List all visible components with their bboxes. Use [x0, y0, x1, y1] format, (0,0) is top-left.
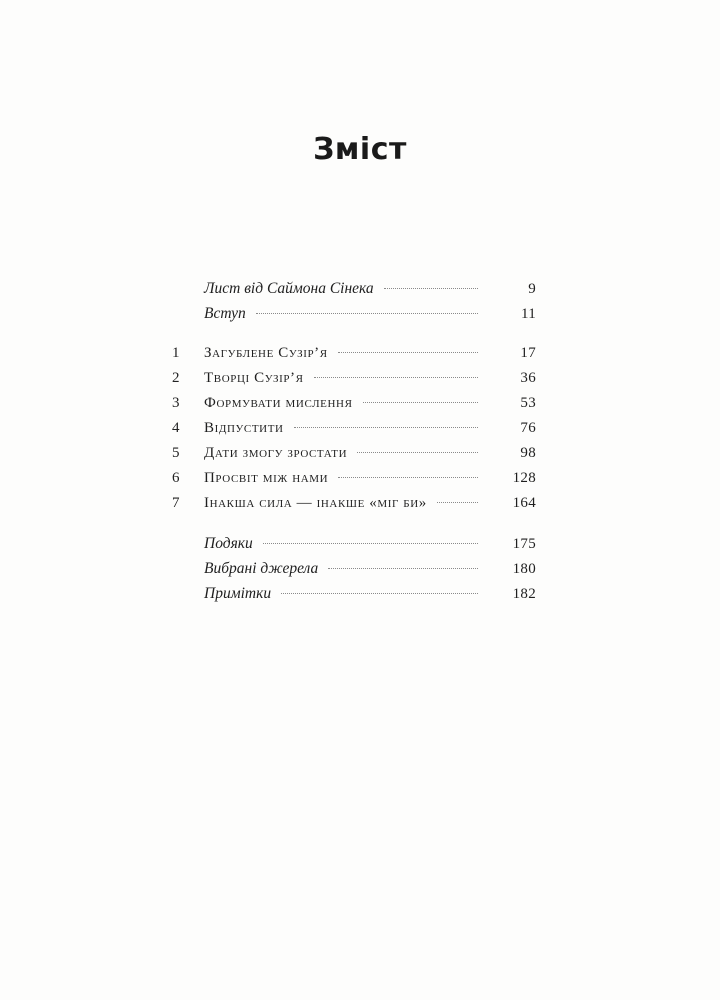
toc-page-number: 98	[520, 445, 536, 461]
chapter-number: 5	[172, 445, 180, 461]
chapter-number: 7	[172, 495, 180, 511]
toc-page-number: 36	[520, 370, 536, 386]
toc-entry-front-1[interactable]	[172, 276, 536, 301]
dot-leader	[256, 312, 478, 314]
toc-entry-label: Примітки	[204, 585, 272, 602]
toc-page-number: 76	[520, 420, 536, 436]
chapter-number: 4	[172, 420, 180, 436]
toc-page-number: 53	[520, 395, 536, 411]
chapter-title: Інакша сила — інакше «міг би»	[204, 495, 427, 511]
chapter-title: Просвіт між нами	[204, 470, 329, 486]
toc-page-number: 182	[512, 586, 536, 602]
toc-chapter-2[interactable]	[172, 366, 536, 391]
toc-page-number: 9	[528, 281, 536, 297]
toc-entry-label: Вступ	[204, 305, 246, 322]
page-title: Зміст	[313, 132, 407, 167]
chapter-number: 3	[172, 395, 180, 411]
toc-entry-label: Подяки	[204, 535, 253, 552]
chapter-title: Дати змогу зростати	[204, 445, 348, 461]
toc-entry-label: Лист від Саймона Сінека	[204, 280, 374, 297]
section-spacer	[172, 516, 536, 531]
toc-page-number: 164	[512, 495, 536, 511]
dot-leader	[263, 542, 478, 544]
chapter-title: Відпустити	[204, 420, 284, 436]
toc-page-number: 17	[520, 345, 536, 361]
chapter-number: 2	[172, 370, 180, 386]
toc-chapter-6[interactable]	[172, 466, 536, 491]
dot-leader	[357, 451, 478, 453]
toc-entry-label: Вибрані джерела	[204, 560, 319, 577]
toc-entry-back-1[interactable]	[172, 531, 536, 556]
dot-leader	[338, 351, 478, 353]
toc-page-number: 128	[512, 470, 536, 486]
chapter-title: Загублене Сузір’я	[204, 345, 328, 361]
dot-leader	[314, 376, 478, 378]
table-of-contents	[172, 276, 536, 606]
dot-leader	[384, 287, 478, 289]
toc-chapter-5[interactable]	[172, 441, 536, 466]
dot-leader	[437, 501, 478, 503]
chapter-number: 1	[172, 345, 180, 361]
toc-page-number: 180	[512, 561, 536, 577]
toc-chapter-7[interactable]	[172, 491, 536, 516]
chapter-number: 6	[172, 470, 180, 486]
dot-leader	[338, 476, 478, 478]
section-spacer	[172, 326, 536, 341]
toc-chapter-4[interactable]	[172, 416, 536, 441]
toc-chapter-1[interactable]	[172, 341, 536, 366]
toc-page-number: 175	[512, 536, 536, 552]
chapter-title: Формувати мислення	[204, 395, 353, 411]
toc-entry-front-2[interactable]	[172, 301, 536, 326]
chapter-title: Творці Сузір’я	[204, 370, 304, 386]
dot-leader	[363, 401, 478, 403]
dot-leader	[294, 426, 478, 428]
dot-leader	[281, 592, 478, 594]
toc-entry-back-2[interactable]	[172, 556, 536, 581]
toc-entry-back-3[interactable]	[172, 581, 536, 606]
dot-leader	[328, 567, 478, 569]
toc-chapter-3[interactable]	[172, 391, 536, 416]
toc-page-number: 11	[520, 306, 536, 322]
